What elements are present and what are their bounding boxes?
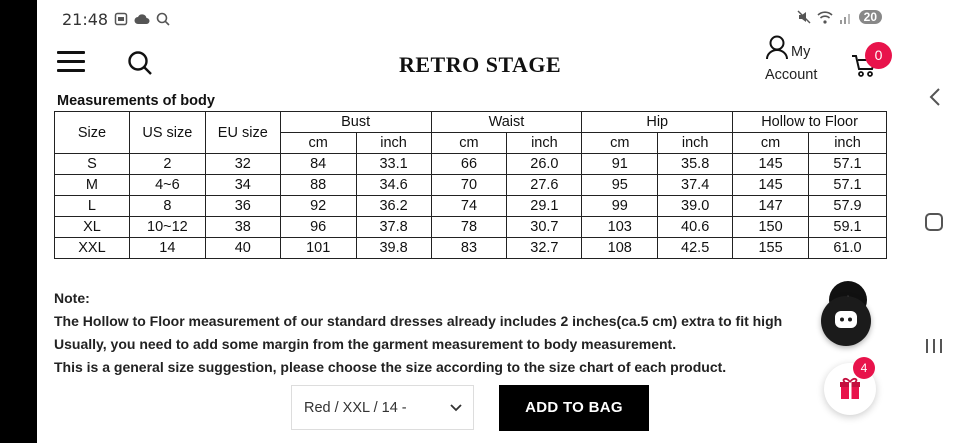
size-note: [54, 287, 824, 379]
table-cell: XXL: [55, 238, 130, 259]
table-cell: 38: [205, 217, 280, 238]
header-size: Size: [55, 112, 130, 154]
table-cell: 78: [431, 217, 507, 238]
table-cell: 61.0: [809, 238, 887, 259]
table-cell: 42.5: [658, 238, 733, 259]
site-header: [37, 34, 907, 92]
table-cell: 26.0: [507, 154, 582, 175]
table-cell: 95: [582, 175, 658, 196]
table-cell: 57.1: [809, 175, 887, 196]
table-cell: 101: [280, 238, 356, 259]
subheader-inch: inch: [809, 133, 887, 154]
chat-button[interactable]: [821, 296, 871, 346]
table-cell: 8: [129, 196, 205, 217]
table-cell: 34.6: [356, 175, 431, 196]
table-row: [55, 196, 887, 217]
table-cell: 74: [431, 196, 507, 217]
table-row: [55, 217, 887, 238]
subheader-cm: cm: [280, 133, 356, 154]
table-cell: 14: [129, 238, 205, 259]
table-cell: 84: [280, 154, 356, 175]
status-icons: [797, 10, 882, 24]
home-icon[interactable]: [924, 212, 944, 232]
add-to-bag-button[interactable]: ADD TO BAG: [499, 385, 649, 431]
left-edge-bar: [0, 0, 37, 443]
note-title: Note:: [54, 290, 90, 306]
table-cell: 70: [431, 175, 507, 196]
subheader-inch: inch: [356, 133, 431, 154]
mute-icon: [797, 10, 811, 24]
note-line: The Hollow to Floor measurement of our standard dresses already includes 2 inches(ca.5 cm) extra to fit high: [54, 313, 783, 329]
table-cell: 57.9: [809, 196, 887, 217]
table-cell: 92: [280, 196, 356, 217]
menu-icon[interactable]: [57, 51, 85, 73]
table-cell: 57.1: [809, 154, 887, 175]
variant-select[interactable]: [291, 385, 474, 430]
table-cell: 96: [280, 217, 356, 238]
table-row: [55, 175, 887, 196]
status-time: 21:48: [62, 9, 109, 29]
table-cell: 37.8: [356, 217, 431, 238]
table-cell: M: [55, 175, 130, 196]
table-cell: 155: [733, 238, 809, 259]
note-line: Usually, you need to add some margin from the garment measurement to body measurement.: [54, 336, 677, 352]
table-cell: 35.8: [658, 154, 733, 175]
gift-count-badge: 4: [853, 357, 875, 379]
note-line: This is a general size suggestion, please choose the size according to the size chart of each product.: [54, 359, 727, 375]
table-cell: 36.2: [356, 196, 431, 217]
header-hollow-to-floor: Hollow to Floor: [733, 112, 887, 133]
table-cell: 32.7: [507, 238, 582, 259]
table-cell: 4~6: [129, 175, 205, 196]
table-cell: 88: [280, 175, 356, 196]
table-cell: 39.8: [356, 238, 431, 259]
table-cell: 59.1: [809, 217, 887, 238]
table-cell: 91: [582, 154, 658, 175]
table-cell: 39.0: [658, 196, 733, 217]
size-table-caption: Measurements of body: [57, 93, 215, 109]
back-icon[interactable]: [926, 86, 944, 108]
screenshot-icon: [114, 12, 128, 26]
header-us-size: US size: [129, 112, 205, 154]
table-cell: 32: [205, 154, 280, 175]
table-cell: L: [55, 196, 130, 217]
table-cell: 40: [205, 238, 280, 259]
table-cell: 147: [733, 196, 809, 217]
subheader-cm: cm: [582, 133, 658, 154]
battery-indicator: 20: [859, 10, 882, 24]
user-icon: [765, 34, 791, 60]
search-icon[interactable]: [127, 50, 153, 76]
cart-count-badge: 0: [865, 42, 892, 69]
chat-icon: [821, 296, 871, 346]
table-cell: 37.4: [658, 175, 733, 196]
table-cell: 145: [733, 154, 809, 175]
table-cell: 103: [582, 217, 658, 238]
table-cell: 34: [205, 175, 280, 196]
table-cell: 40.6: [658, 217, 733, 238]
recent-apps-icon[interactable]: [924, 336, 944, 356]
signal-icon: [839, 11, 853, 24]
table-cell: 150: [733, 217, 809, 238]
table-cell: 66: [431, 154, 507, 175]
header-eu-size: EU size: [205, 112, 280, 154]
table-cell: 145: [733, 175, 809, 196]
table-cell: 83: [431, 238, 507, 259]
subheader-inch: inch: [658, 133, 733, 154]
wifi-icon: [817, 11, 833, 24]
table-cell: 29.1: [507, 196, 582, 217]
brand-logo[interactable]: RETRO STAGE: [399, 52, 562, 77]
table-cell: 108: [582, 238, 658, 259]
table-cell: 2: [129, 154, 205, 175]
account-label: Account: [765, 67, 818, 83]
table-cell: 36: [205, 196, 280, 217]
header-hip: Hip: [582, 112, 733, 133]
table-row: [55, 238, 887, 259]
table-cell: 33.1: [356, 154, 431, 175]
table-cell: 10~12: [129, 217, 205, 238]
header-bust: Bust: [280, 112, 431, 133]
table-cell: 27.6: [507, 175, 582, 196]
subheader-cm: cm: [733, 133, 809, 154]
table-cell: 30.7: [507, 217, 582, 238]
variant-value: Red / XXL / 14 -: [304, 400, 407, 416]
status-search-icon: [156, 12, 170, 26]
table-cell: S: [55, 154, 130, 175]
table-cell: 99: [582, 196, 658, 217]
cloud-icon: [134, 13, 150, 25]
table-row: [55, 154, 887, 175]
subheader-cm: cm: [431, 133, 507, 154]
status-bar: [62, 8, 170, 30]
size-chart-table: [54, 111, 887, 259]
chevron-down-icon: [449, 400, 463, 414]
subheader-inch: inch: [507, 133, 582, 154]
account-label-my: My: [791, 44, 811, 60]
table-cell: XL: [55, 217, 130, 238]
header-waist: Waist: [431, 112, 582, 133]
